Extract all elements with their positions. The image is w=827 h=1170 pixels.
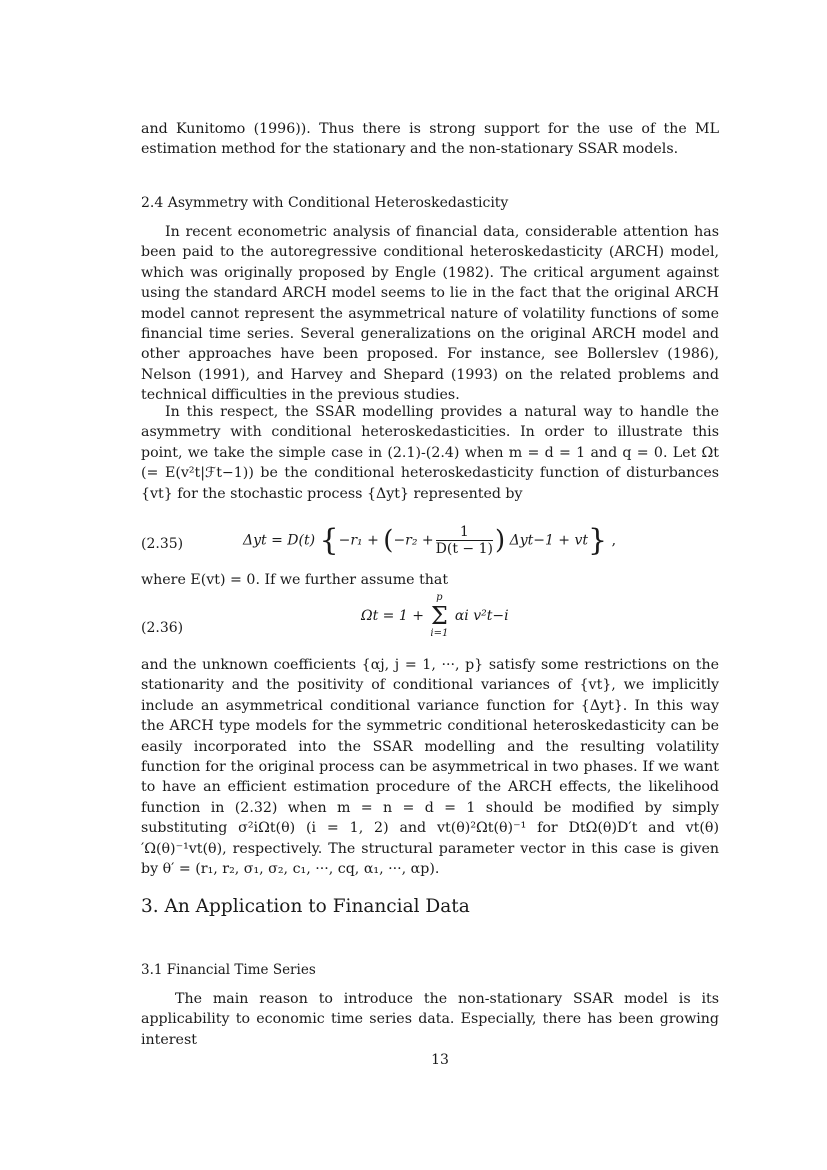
page-number: 13 — [431, 1052, 449, 1068]
equation-2-36 — [141, 592, 731, 652]
eq-lhs: Δyt = D(t) — [243, 532, 316, 549]
right-brace: } — [588, 523, 608, 558]
left-brace: { — [319, 523, 339, 558]
where-line: where E(vt) = 0. If we further assume that — [141, 572, 449, 588]
sigma-glyph: Σ — [430, 602, 448, 630]
paragraph-main-reason: The main reason to introduce the non-stationary SSAR model is its applicability to economic time series data. Especially, there has been growing interest — [141, 991, 719, 1048]
equation-number: (2.36) — [141, 620, 184, 636]
sum-lower-limit: i=1 — [430, 628, 449, 639]
section-3-1-heading: 3.1 Financial Time Series — [141, 962, 316, 978]
fraction-numerator: 1 — [436, 524, 493, 541]
sum-upper-limit: p — [436, 592, 443, 603]
section-3-heading: 3. An Application to Financial Data — [141, 896, 470, 917]
eq-rhs: αi v²t−i — [454, 608, 509, 624]
eq-term-a: −r₁ + — [338, 532, 379, 549]
eq-term-b: −r₂ + — [393, 532, 434, 549]
section-2-4-heading: 2.4 Asymmetry with Conditional Heteroskedasticity — [141, 195, 509, 211]
right-paren: ) — [494, 525, 506, 556]
left-paren: ( — [383, 525, 394, 556]
fraction-denominator: D(t − 1) — [435, 540, 493, 557]
equation-body — [361, 592, 509, 640]
paragraph-unknown-coefficients: and the unknown coefficients {αj, j = 1, ···, p} satisfy some restrictions on the stationarity and the positivity of conditional variances of {vt}, we implicitly include an asymmetrical conditional variance function for {Δyt}. In this way the ARCH type models for the symmetric conditional heteroskedasticity can be easily incorporated into the SSAR modelling and the resulting volatility function for the original process can be asymmetrical in two phases. If we want to have an efficient estimation procedure of the ARCH effects, the likelihood function in (2.32) when m = n = d = 1 should be modified by simply substituting σ²iΩt(θ) (i = 1, 2) and vt(θ)²Ωt(θ)⁻¹ for DtΩ(θ)D′t and vt(θ)′Ω(θ)⁻¹vt(θ), respectively. The structural parameter vector in this case is given by θ′ = (r₁, r₂, σ₁, σ₂, c₁, ···, cq, α₁, ···, αp). — [141, 657, 719, 878]
paragraph-ssar: In this respect, the SSAR modelling provides a natural way to handle the asymmetry with conditional heteroskedasticities. In order to illustrate this point, we take the simple case in (2.1)-(2.4) when m = d = 1 and q = 0. Let Ωt (= E(v²t|ℱt−1)) be the conditional heteroskedasticity function of disturbances {vt} for the stochastic process {Δyt} represented by — [141, 404, 719, 502]
equation-number: (2.35) — [141, 536, 184, 552]
summation-symbol — [430, 592, 448, 640]
eq-term-c: Δyt−1 + vt — [509, 532, 589, 549]
paragraph-arch: In recent econometric analysis of financial data, considerable attention has been paid to the autoregressive conditional heteroskedasticity (ARCH) model, which was originally proposed by Engle (1982). The critical argument against using the standard ARCH model seems to lie in the fact that the original ARCH model cannot represent the asymmetrical nature of volatility functions of some financial time series. Several generalizations on the original ARCH model and other approaches have been proposed. For instance, see Bollerslev (1986), Nelson (1991), and Harvey and Shepard (1993) on the related problems and technical difficulties in the previous studies. — [141, 224, 719, 404]
eq-end-comma: , — [611, 532, 617, 549]
paragraph-intro: and Kunitomo (1996)). Thus there is strong support for the use of the ML estimation method for the stationary and the non-stationary SSAR models. — [141, 121, 719, 158]
equation-body — [243, 523, 616, 558]
eq-fraction — [436, 524, 493, 558]
eq-lhs: Ωt = 1 + — [361, 608, 424, 624]
equation-2-35 — [141, 523, 731, 563]
